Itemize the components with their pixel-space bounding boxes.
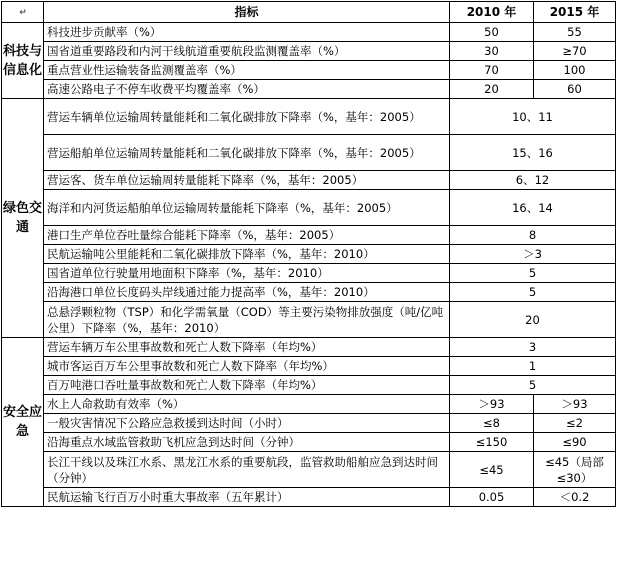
value-2015: ≤90	[534, 433, 616, 452]
value-2010: ≤150	[450, 433, 534, 452]
indicator-cell: 民航运输飞行百万小时重大事故率（五年累计）	[44, 488, 450, 507]
value-2010: 20	[450, 80, 534, 99]
indicator-cell: 科技进步贡献率（%）	[44, 23, 450, 42]
indicator-cell: 国省道单位行驶量用地面积下降率（%，基年：2010）	[44, 264, 450, 283]
indicator-cell: 营运车辆单位运输周转量能耗和二氧化碳排放下降率（%，基年：2005）	[44, 99, 450, 135]
target-value-merged: 20	[450, 302, 616, 338]
table-row	[2, 395, 616, 414]
indicator-cell: 一般灾害情况下公路应急救援到达时间（小时）	[44, 414, 450, 433]
table-row	[2, 226, 616, 245]
header-2010: 2010 年	[450, 2, 534, 23]
table-row	[2, 414, 616, 433]
table-row	[2, 42, 616, 61]
table-row	[2, 61, 616, 80]
value-2015: 55	[534, 23, 616, 42]
table-row	[2, 171, 616, 190]
value-2015: 100	[534, 61, 616, 80]
indicator-cell: 民航运输吨公里能耗和二氧化碳排放下降率（%，基年：2010）	[44, 245, 450, 264]
table-row	[2, 302, 616, 338]
indicator-cell: 长江干线以及珠江水系、黑龙江水系的重要航段，监管救助船舶应急到达时间（分钟）	[44, 452, 450, 488]
indicator-cell: 城市客运百万车公里事故数和死亡人数下降率（年均%）	[44, 357, 450, 376]
table-row	[2, 264, 616, 283]
header-indicator: 指标	[44, 2, 450, 23]
value-2010: 30	[450, 42, 534, 61]
target-value-merged: ＞3	[450, 245, 616, 264]
table-row	[2, 23, 616, 42]
value-2015: ＜0.2	[534, 488, 616, 507]
indicator-cell: 高速公路电子不停车收费平均覆盖率（%）	[44, 80, 450, 99]
indicator-cell: 海洋和内河货运船舶单位运输周转量能耗下降率（%，基年：2005）	[44, 190, 450, 226]
target-value-merged: 16、14	[450, 190, 616, 226]
category-cell: 安全应急	[2, 338, 44, 507]
indicator-cell: 营运船舶单位运输周转量能耗和二氧化碳排放下降率（%，基年：2005）	[44, 135, 450, 171]
indicator-cell: 港口生产单位吞吐量综合能耗下降率（%，基年：2005）	[44, 226, 450, 245]
table-header-row	[2, 2, 616, 23]
value-2010: 50	[450, 23, 534, 42]
table-body	[2, 23, 616, 507]
table-row	[2, 433, 616, 452]
target-value-merged: 5	[450, 283, 616, 302]
value-2015: ≤45（局部≤30）	[534, 452, 616, 488]
value-2015: ＞93	[534, 395, 616, 414]
header-2015: 2015 年	[534, 2, 616, 23]
value-2010: ≤8	[450, 414, 534, 433]
indicator-cell: 重点营业性运输装备监测覆盖率（%）	[44, 61, 450, 80]
target-value-merged: 8	[450, 226, 616, 245]
table-row	[2, 190, 616, 226]
value-2015: 60	[534, 80, 616, 99]
value-2010: 70	[450, 61, 534, 80]
table-row	[2, 283, 616, 302]
table-row	[2, 80, 616, 99]
indicator-cell: 百万吨港口吞吐量事故数和死亡人数下降率（年均%）	[44, 376, 450, 395]
table-row	[2, 488, 616, 507]
target-value-merged: 1	[450, 357, 616, 376]
target-value-merged: 15、16	[450, 135, 616, 171]
value-2010: ≤45	[450, 452, 534, 488]
value-2010: 0.05	[450, 488, 534, 507]
indicator-cell: 水上人命救助有效率（%）	[44, 395, 450, 414]
category-cell: 绿色交通	[2, 99, 44, 338]
indicator-cell: 国省道重要路段和内河干线航道重要航段监测覆盖率（%）	[44, 42, 450, 61]
table-row	[2, 376, 616, 395]
table-row	[2, 452, 616, 488]
table-row	[2, 338, 616, 357]
value-2015: ≥70	[534, 42, 616, 61]
indicator-cell: 总悬浮颗粒物（TSP）和化学需氧量（COD）等主要污染物排放强度（吨/亿吨公里）下降率（%，基年：2010）	[44, 302, 450, 338]
table-row	[2, 135, 616, 171]
indicator-cell: 营运客、货车单位运输周转量能耗下降率（%，基年：2005）	[44, 171, 450, 190]
category-cell: 科技与信息化	[2, 23, 44, 99]
target-value-merged: 6、12	[450, 171, 616, 190]
value-2015: ≤2	[534, 414, 616, 433]
target-value-merged: 3	[450, 338, 616, 357]
target-value-merged: 10、11	[450, 99, 616, 135]
indicator-cell: 沿海重点水域监管救助飞机应急到达时间（分钟）	[44, 433, 450, 452]
indicator-cell: 营运车辆万车公里事故数和死亡人数下降率（年均%）	[44, 338, 450, 357]
indicators-table	[1, 1, 616, 507]
indicator-cell: 沿海港口单位长度码头岸线通过能力提高率（%，基年：2010）	[44, 283, 450, 302]
table-row	[2, 99, 616, 135]
value-2010: ＞93	[450, 395, 534, 414]
target-value-merged: 5	[450, 376, 616, 395]
table-row	[2, 357, 616, 376]
target-value-merged: 5	[450, 264, 616, 283]
table-row	[2, 245, 616, 264]
corner-cell: ↵	[2, 2, 44, 23]
